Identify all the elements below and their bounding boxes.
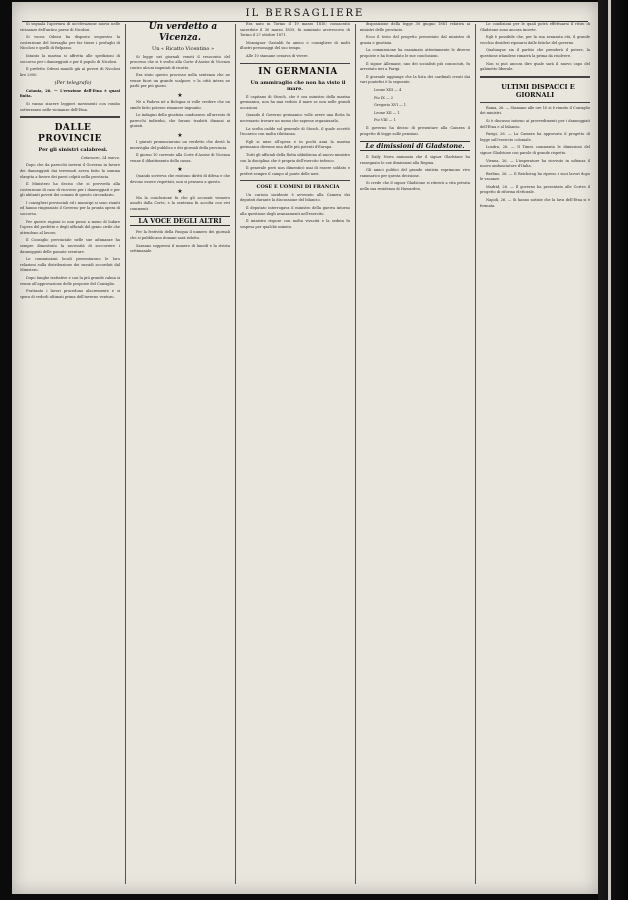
paragraph: Napoli, 26. — Si hanno notizie che la lava dell'Etna si è fermata. bbox=[480, 198, 590, 208]
paragraph: Tutti gli ufficiali della flotta ubbidirono al nuovo ministro con la disciplina che è propria dell'esercito tedesco. bbox=[240, 152, 350, 163]
scan-edge bbox=[598, 0, 628, 900]
divider bbox=[240, 63, 350, 64]
paragraph: Il governo ha deciso di presentare alla Camera il progetto di legge sulle pensioni. bbox=[360, 125, 470, 136]
paragraph: Per la festività della Pasqua il numero dei giornali che si pubblicano domani sarà ridotto. bbox=[130, 230, 230, 240]
paragraph: Dopo che da parecchi inverni il Governo in favore dei danneggiati dai terremoti aveva fatto la somma elargita a favore dei paesi colpiti nella provincia. bbox=[20, 163, 120, 179]
column-3 bbox=[240, 22, 350, 884]
paragraph: Vienna, 26. — L'imperatore ha ricevuto in udienza il nuovo ambasciatore d'Italia. bbox=[480, 158, 590, 169]
section-title-dispacci: ULTIMI DISPACCI E GIORNALI bbox=[501, 82, 575, 99]
paragraph: Si crede che il signor Gladstone si ritirerà a vita privata nella sua residenza di Hawarden. bbox=[360, 181, 470, 192]
paragraph: Alle 10 stamane cessava di vivere. bbox=[246, 53, 309, 58]
paragraph: Le commissioni locali presentarono le loro relazioni sulla distribuzione dei sussidi accordati dal Ministero. bbox=[20, 257, 120, 273]
paragraph: Ecco il testo del progetto presentato dal ministro di grazia e giustizia. bbox=[360, 35, 470, 45]
divider bbox=[480, 102, 590, 103]
section-title-voce: LA VOCE DEGLI ALTRI bbox=[130, 216, 230, 226]
paragraph: La commissione ha esaminato attentamente le diverse proposte e ha formulato le sue conclusioni. bbox=[360, 48, 470, 58]
paragraph: Il Ministero ha deciso che si provveda alla costruzione di case di ricovero per i danneggiati e per gli abitanti poveri dei comuni di questo circondario. bbox=[20, 182, 120, 198]
paragraph: Parigi, 26. — La Camera ha approvato il progetto di legge sull'esercito coloniale. bbox=[480, 132, 590, 142]
paragraph: La scelta cadde sul generale di Stosch, il quale accettò l'incarico con molta riluttanza. bbox=[240, 126, 350, 137]
paragraph: Quando scriveva che esistono diritti di difesa e che devono essere rispettati, non si pensava a questo. bbox=[130, 174, 230, 184]
paragraph: Il Consiglio provinciale nelle sue adunanze ha sempre dimostrato la necessità di soccorrere i danneggiati delle passate sventure. bbox=[20, 238, 120, 254]
paragraph: Egli si mise all'opera e in pochi anni la marina germanica divenne una delle più potenti d'Europa. bbox=[240, 139, 350, 150]
paragraph: Era stato questo processo nella sentenza che ne venne fuori un grande scalpore, e la città intera ne parlò per più giorni. bbox=[130, 73, 230, 89]
section-subtitle: Per gli sinistri calabresi. bbox=[38, 147, 108, 154]
paragraph: I giurati pronunciarono un verdetto che destò la meraviglia del pubblico e dei giornali della provincia. bbox=[130, 140, 230, 150]
paragraph: Il capitano di Stosch, che è ora ministro della marina germanica, non ha mai veduto il mare se non nelle grandi occasioni. bbox=[240, 94, 350, 110]
article-subtitle: Un « Ricatto Vicentino » bbox=[151, 46, 215, 52]
paragraph: Dopo lunghe trattative e con la più grande calma si venne all'approvazione delle proposte del Consiglio. bbox=[20, 276, 120, 286]
divider bbox=[480, 76, 590, 80]
star-separator: ★ bbox=[177, 132, 183, 140]
paragraph: Egli è possibile che, per la sua avanzata età, il grande vecchio desideri riposarsi dalle fatiche del governo. bbox=[480, 35, 590, 45]
section-title-provincie: DALLE PROVINCIE bbox=[37, 123, 103, 145]
column-4 bbox=[360, 22, 470, 884]
article-title-verdetto: Un verdetto a Vicenza. bbox=[148, 22, 218, 43]
masthead-title: IL BERSAGLIERE bbox=[22, 8, 588, 22]
paragraph: Le condizioni per le quali potrà effettuarsi il ritiro di Gladstone sono ancora incerte. bbox=[480, 22, 590, 32]
dateline: Catanzaro, 24 marzo. bbox=[80, 155, 120, 160]
paragraph: Nè a Padova nè a Bologna si volle credere che un simile fatto potesse rimanere impunito. bbox=[130, 100, 230, 110]
star-separator: ★ bbox=[177, 187, 183, 195]
paragraph: Il Daily News annunzia che il signor Gladstone ha rassegnato le sue dimissioni alla Regina. bbox=[360, 155, 470, 165]
paragraph: Ma la conclusione fu che gli accusati vennero assolti dalla Corte, e la sentenza fu accolta con vivi commenti. bbox=[130, 195, 230, 211]
paragraph: Frattanto i lavori procedono alacremente e si spera di vederli ultimati prima dell'inverno venturo. bbox=[20, 289, 120, 299]
scan-strip bbox=[608, 0, 611, 900]
paragraph: Si legge nei giornali veneti il resoconto del processo che si è svolto alla Corte d'Assise di Vicenza contro alcuni imputati di ricatto. bbox=[130, 54, 230, 70]
list-item: Gregorio XVI — 1 bbox=[374, 103, 407, 108]
column-1 bbox=[20, 22, 120, 884]
paragraph: Il generale però non dimenticò mai di essere soldato e preferì sempre il campo al ponte delle navi. bbox=[240, 166, 350, 176]
paragraph: disposizione della legge 30 giugno 1881 relativa ai ministri delle provincie. bbox=[360, 22, 470, 32]
paragraph: Berlino, 26. — Il Reichstag ha ripreso i suoi lavori dopo le vacanze. bbox=[480, 171, 590, 182]
list-item: Leone XIII — 4 bbox=[374, 87, 402, 92]
star-separator: ★ bbox=[177, 166, 183, 174]
paragraph: Il giorno 10 corrente alla Corte d'Assise di Vicenza venne il dibattimento della causa. bbox=[130, 153, 230, 163]
paragraph: Non si può ancora dire quale sarà il nuovo capo del gabinetto liberale. bbox=[480, 61, 590, 72]
column-rule bbox=[235, 24, 236, 884]
paragraph: Le indagini della giustizia condussero all'arresto di parecchi individui, che furono tradotti dinanzi ai giurati. bbox=[130, 113, 230, 129]
newspaper-page bbox=[12, 2, 598, 894]
paragraph: Per queste ragioni io non posso a meno di lodare l'opera del prefetto e degli ufficiali del genio civile che attendono al lavoro. bbox=[20, 219, 120, 235]
column-2 bbox=[130, 22, 230, 884]
column-5 bbox=[480, 22, 590, 884]
paragraph: Era nato in Torino il 19 marzo 1816; consacrato sacerdote il 30 marzo 1839, fu nominato arcivescovo di Torino il 27 ottobre 1871. bbox=[240, 22, 350, 38]
paragraph: Monsignor Gastaldi fu amico e consigliere di molti illustri personaggi del suo tempo. bbox=[240, 40, 350, 51]
section-title-francia: COSE E UOMINI DI FRANCIA bbox=[256, 184, 340, 191]
paragraph: Qualunque sia il partito che prenderà il potere, la questione irlandese rimarrà la prima da risolvere. bbox=[480, 48, 590, 58]
star-separator: ★ bbox=[177, 92, 183, 100]
column-rule bbox=[355, 24, 356, 884]
divider bbox=[20, 116, 120, 120]
paragraph: Intanto la marina si affretta alle spedizioni di soccorso per i danneggiati e per il popolo di Nicolosi. bbox=[20, 53, 120, 64]
paragraph: Madrid, 26. — Il governo ha presentato alle Cortes il progetto di riforma elettorale. bbox=[480, 184, 590, 195]
paragraph: Si vocea Odessi ha disposto sequestro la costruzione del bersaglio per far tirare i profughi di Nicolosi e quelli di Belpasso. bbox=[20, 35, 120, 51]
paragraph: Saranno soppressi il numero di lunedì e la rivista settimanale. bbox=[130, 243, 230, 254]
paragraph: Il prefetto Odessi mandò già ai poveri di Nicolosi lire 2000. bbox=[20, 67, 120, 77]
paragraph: Londra, 26. — Il Times commenta le dimissioni del signor Gladstone con parole di grande rispetto. bbox=[480, 145, 590, 155]
list-item: Pio IX — 2 bbox=[374, 95, 394, 100]
list-item: Leone XII — 1 bbox=[374, 110, 400, 115]
section-title-gladstone: Le dimissioni di Gladstone. bbox=[360, 141, 470, 151]
paragraph: Si vanno sincere leggieri movimenti con rombo sotterraneo nelle vicinanze dell'Etna. bbox=[20, 102, 120, 112]
paragraph: Il ministro rispose con molta vivacità e la seduta fu sospesa per qualche minuto. bbox=[240, 219, 350, 229]
section-title-germania: IN GERMANIA bbox=[258, 66, 338, 77]
dispatch-tag: (Per telegrafo) bbox=[54, 80, 92, 87]
paragraph: Un curioso incidente è avvenuto alla Camera dei deputati durante la discussione del bilancio. bbox=[240, 192, 350, 203]
catania-heading: Catania, 26. — L'eruzione dell'Etna è quasi finita. bbox=[20, 88, 120, 99]
paragraph: Si è discusso intorno ai provvedimenti per i danneggiati dell'Etna e al bilancio. bbox=[480, 118, 590, 129]
paragraph: I consiglieri provinciali ed i municipi si sono riuniti ed hanno ringraziato il Governo per la pronta opera di soccorso. bbox=[20, 200, 120, 217]
list-item: Pio VIII — 1 bbox=[374, 118, 396, 123]
section-subtitle: Un ammiraglio che non ha visto il mare. bbox=[250, 79, 346, 93]
paragraph: Il signor Allemane, uno dei socialisti più conosciuti, fu arrestato ieri a Parigi. bbox=[360, 61, 470, 72]
paragraph: Roma, 26. — Stamane alle ore 10 si è riunito il Consiglio dei ministri. bbox=[480, 105, 590, 116]
paragraph: Il deputato interrogava il ministro della guerra intorno alla questione degli avanzamenti nell'esercito. bbox=[240, 205, 350, 216]
paragraph: Quando il Governo germanico volle avere una flotta fu necessario trovare un uomo che sapesse organizzarla. bbox=[240, 113, 350, 123]
paragraph: Gli amici politici del grande statista esprimono vivo rammarico per questa decisione. bbox=[360, 168, 470, 178]
divider bbox=[240, 180, 350, 181]
column-rule bbox=[475, 24, 476, 884]
column-rule bbox=[125, 24, 126, 884]
paragraph: Il giornale aggiunge che la lista dei cardinali creati dai vari pontefici è la seguente. bbox=[360, 74, 470, 85]
paragraph: Si segnala l'apertura di un'elevazione nuova nelle vicinanze dell'antico paese di Nicolosi. bbox=[20, 22, 120, 32]
